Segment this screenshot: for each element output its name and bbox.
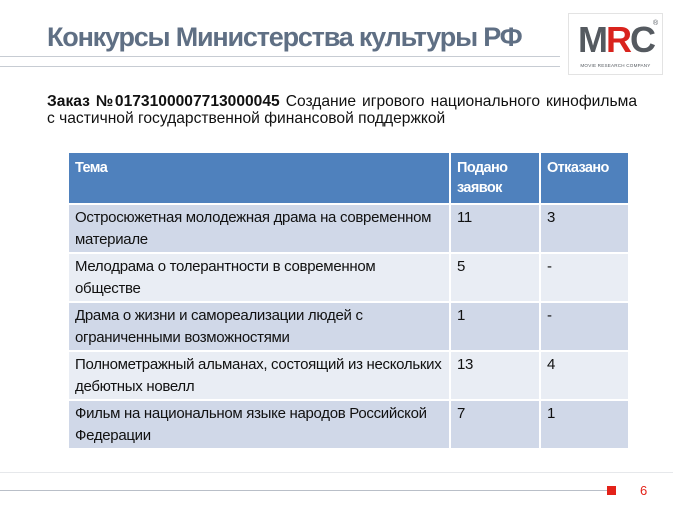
- cell-topic: Драма о жизни и самореализации людей с ограниченными возможностями: [69, 302, 450, 351]
- topics-table: [69, 153, 628, 450]
- column-header-topic: Тема: [69, 153, 450, 204]
- cell-topic: Остросюжетная молодежная драма на современном материале: [69, 204, 450, 253]
- table-header-row: [69, 153, 628, 204]
- order-description: [47, 93, 637, 127]
- cell-topic: Мелодрама о толерантности в современном обществе: [69, 253, 450, 302]
- cell-rejected: -: [540, 253, 628, 302]
- order-number: Заказ №0173100007713000045: [47, 93, 280, 110]
- cell-submitted: 11: [450, 204, 540, 253]
- cell-rejected: 1: [540, 400, 628, 449]
- footer-frame-line: [0, 472, 673, 473]
- footer-divider: [0, 490, 608, 491]
- cell-submitted: 5: [450, 253, 540, 302]
- table-row: [69, 400, 628, 449]
- column-header-rejected: Отказано: [540, 153, 628, 204]
- footer-accent-square: [607, 486, 616, 495]
- order-text: Создание игрового национального кинофильма с частичной государственной финансовой поддержкой: [47, 93, 637, 127]
- logo-mark: MRC: [578, 19, 654, 60]
- table-row: [69, 302, 628, 351]
- cell-rejected: 4: [540, 351, 628, 400]
- title-divider-top: [0, 56, 560, 57]
- cell-rejected: 3: [540, 204, 628, 253]
- table-row: [69, 204, 628, 253]
- mrc-logo: [568, 13, 663, 75]
- cell-rejected: -: [540, 302, 628, 351]
- table-row: [69, 253, 628, 302]
- cell-topic: Фильм на национальном языке народов Российской Федерации: [69, 400, 450, 449]
- title-divider-bottom: [0, 66, 560, 67]
- registered-mark: ®: [653, 20, 659, 27]
- cell-submitted: 7: [450, 400, 540, 449]
- table-row: [69, 351, 628, 400]
- column-header-submitted: Подано заявок: [450, 153, 540, 204]
- cell-submitted: 13: [450, 351, 540, 400]
- page-number: 6: [640, 483, 648, 498]
- cell-submitted: 1: [450, 302, 540, 351]
- cell-topic: Полнометражный альманах, состоящий из нескольких дебютных новелл: [69, 351, 450, 400]
- logo-tagline: MOVIE RESEARCH COMPANY: [580, 63, 651, 68]
- slide-title: Конкурсы Министерства культуры РФ: [47, 22, 522, 52]
